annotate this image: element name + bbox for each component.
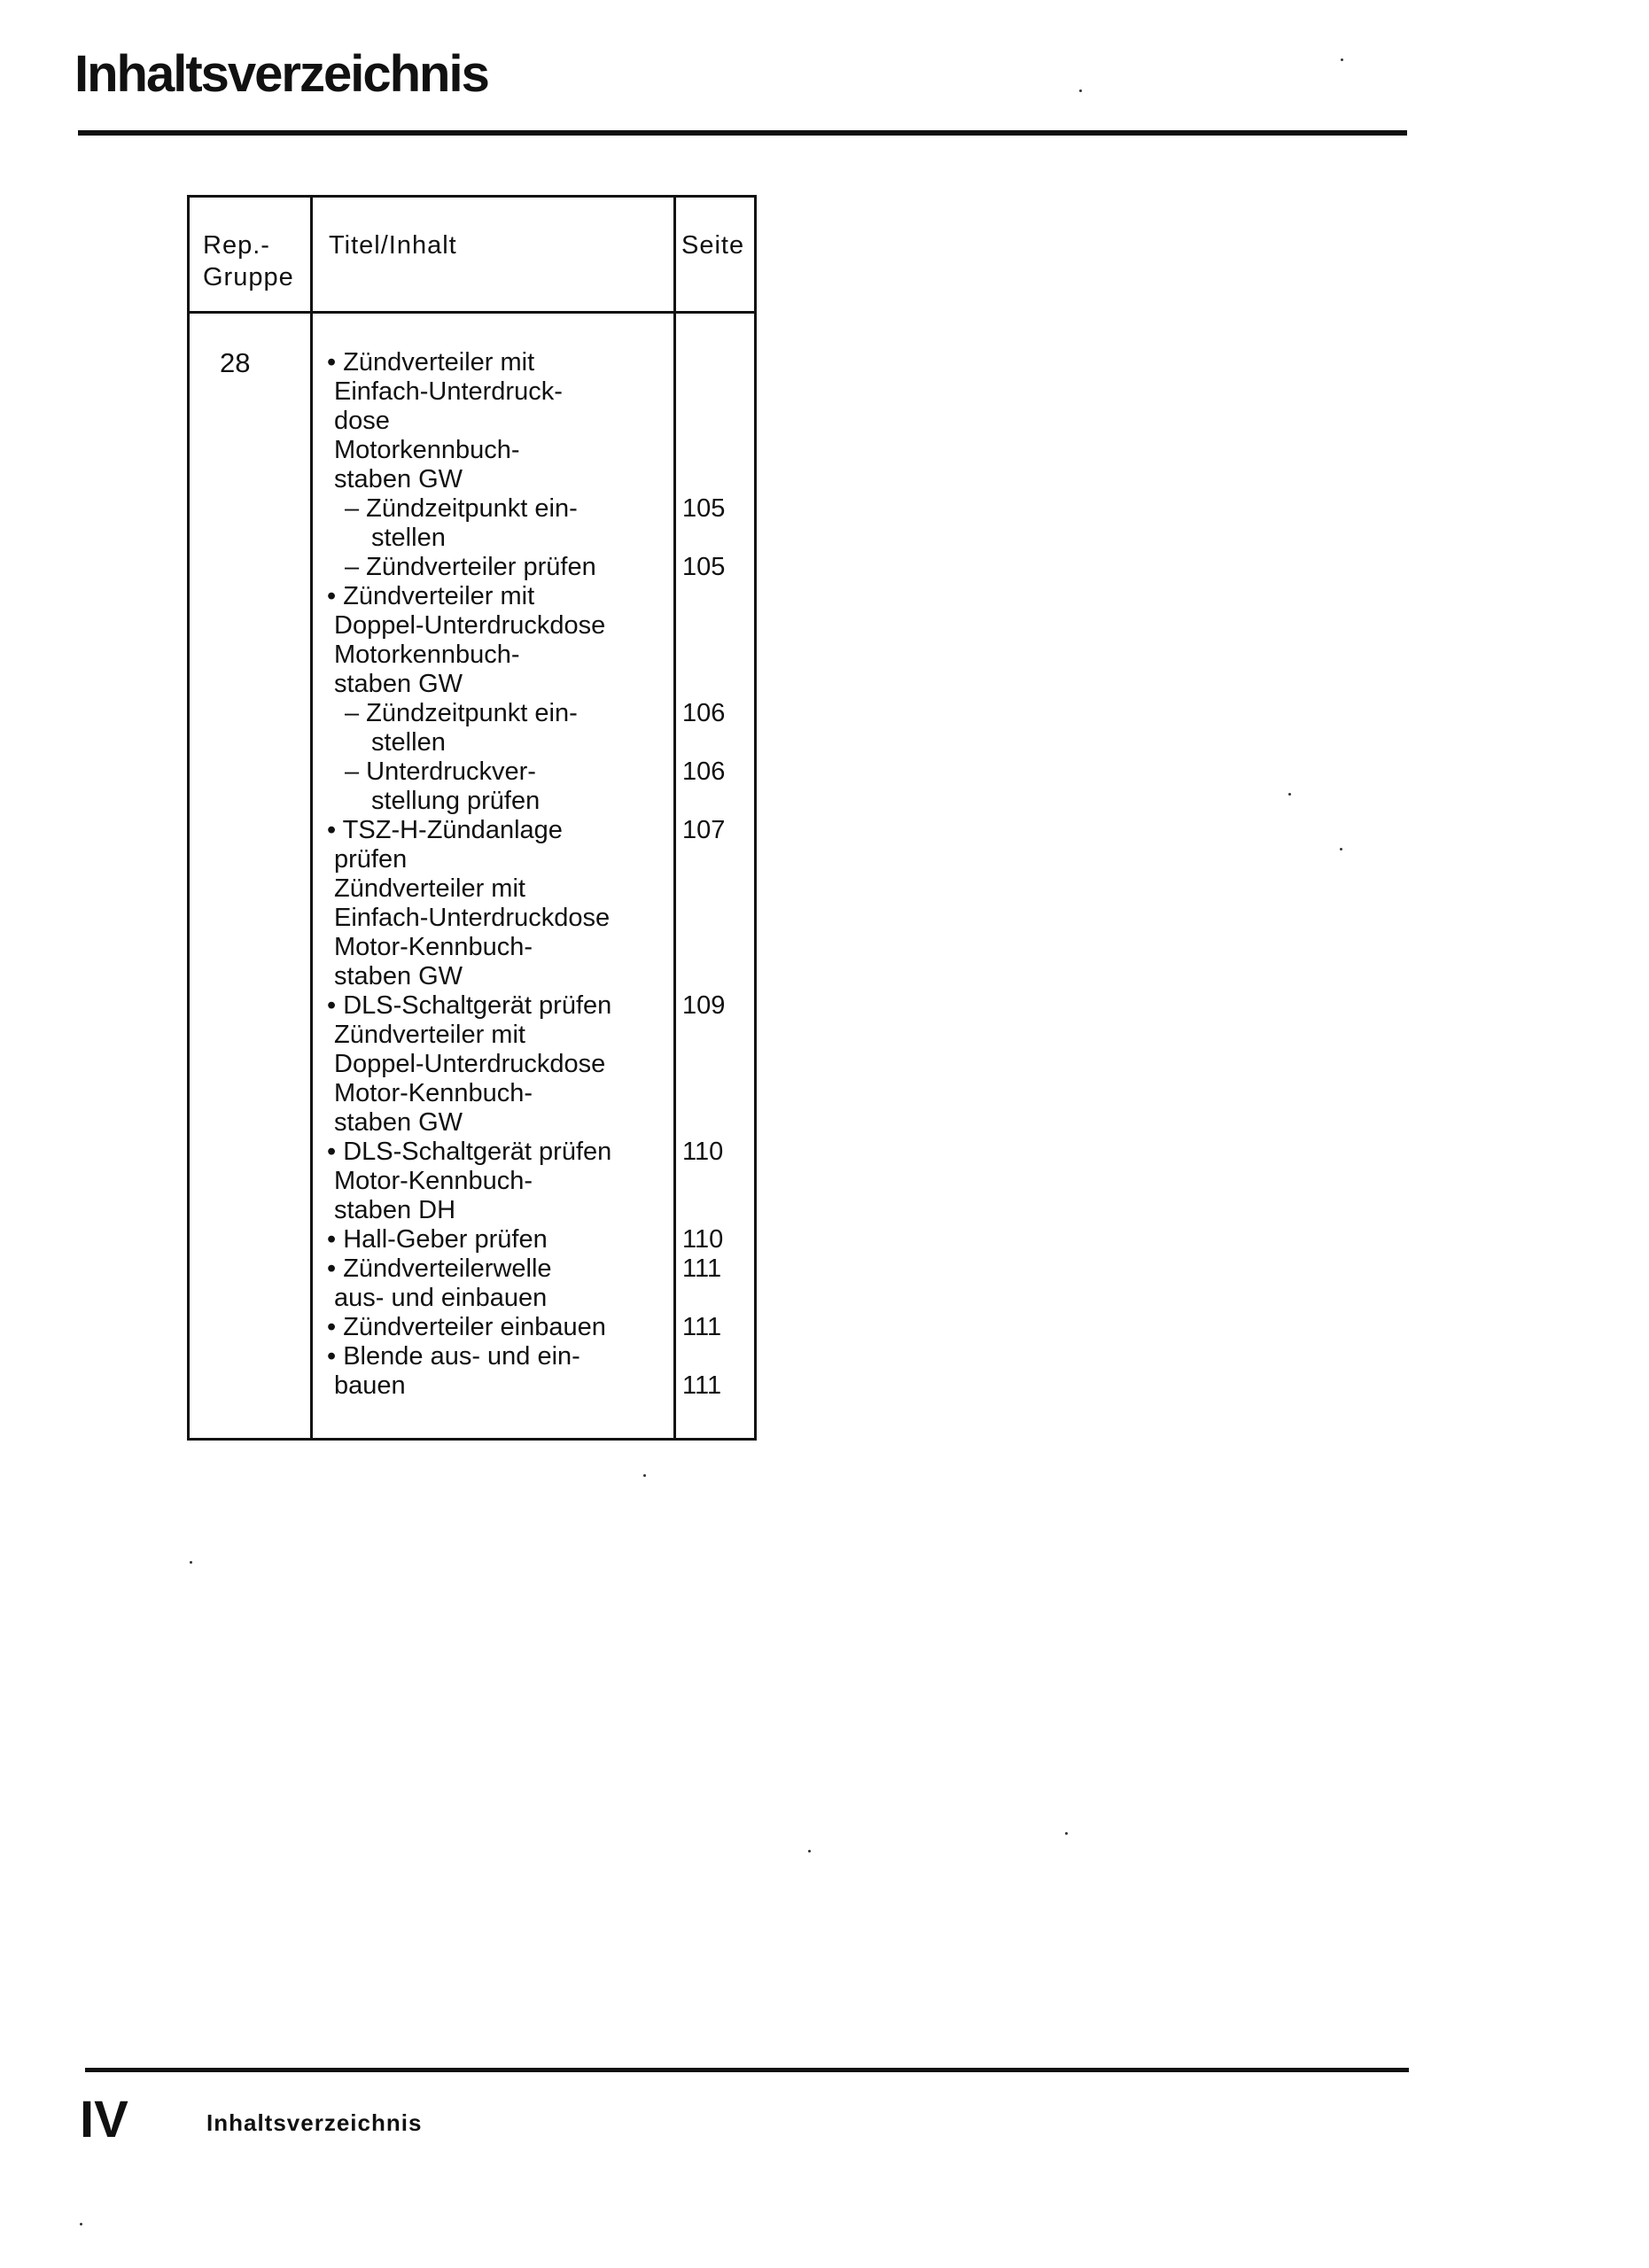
toc-entry-text: Motor-Kennbuch- — [334, 933, 533, 961]
toc-entry-text: Motor-Kennbuch- — [334, 1079, 533, 1107]
toc-entry-text: Einfach-Unterdruckdose — [334, 904, 611, 932]
scan-speck — [1288, 793, 1291, 796]
toc-entry-page: 107 — [682, 816, 726, 844]
toc-entry-page: 106 — [682, 699, 726, 727]
page-title: Inhaltsverzeichnis — [74, 45, 488, 103]
title-rule — [78, 130, 1407, 136]
repair-group-number: 28 — [220, 347, 251, 378]
toc-entry — [327, 757, 752, 787]
toc-entry-text: • Zündverteiler mit — [327, 582, 535, 610]
footer-page-number: IV — [80, 2091, 128, 2148]
toc-entry-text: Doppel-Unterdruckdose — [334, 611, 606, 640]
scan-speck — [1065, 1832, 1068, 1835]
toc-entry-text: staben GW — [334, 670, 463, 698]
toc-entry — [327, 494, 752, 524]
toc-entry-text: Motor-Kennbuch- — [334, 1167, 533, 1195]
toc-entry — [327, 407, 752, 436]
toc-entry — [327, 1225, 752, 1254]
toc-entry — [327, 1371, 752, 1401]
toc-entry-page: 111 — [682, 1371, 722, 1400]
toc-entry-text: – Zündzeitpunkt ein- — [345, 494, 578, 523]
toc-entry — [327, 641, 752, 670]
toc-entry-text: Zündverteiler mit — [334, 874, 525, 903]
toc-entry — [327, 465, 752, 494]
toc-entry-page: 106 — [682, 757, 726, 786]
header-rep-gruppe: Rep.- Gruppe — [203, 231, 294, 291]
footer-rule — [85, 2068, 1409, 2072]
toc-entry — [327, 1108, 752, 1138]
toc-entry-text: • TSZ-H-Zündanlage — [327, 816, 563, 844]
scan-speck — [1079, 89, 1082, 92]
scan-speck — [808, 1850, 811, 1852]
toc-entry — [327, 670, 752, 699]
toc-entry — [327, 1050, 752, 1079]
toc-entry-text: • Zündverteilerwelle — [327, 1254, 552, 1283]
toc-entry-text: staben GW — [334, 465, 463, 493]
column-divider-group-title — [310, 198, 313, 1438]
toc-entry — [327, 816, 752, 845]
toc-entry-page: 111 — [682, 1254, 722, 1283]
scan-speck — [1340, 848, 1342, 850]
toc-entry-text: – Unterdruckver- — [345, 757, 536, 786]
toc-entry — [327, 991, 752, 1021]
scan-speck — [1341, 58, 1343, 61]
toc-entry-text: Motorkennbuch- — [334, 436, 520, 464]
toc-entry-text: • DLS-Schaltgerät prüfen — [327, 1138, 612, 1166]
toc-entry — [327, 1313, 752, 1342]
toc-entry — [327, 611, 752, 641]
toc-entry — [327, 524, 752, 553]
toc-entry-page: 110 — [682, 1225, 724, 1254]
toc-entry-text: • Blende aus- und ein- — [327, 1342, 580, 1371]
toc-entry — [327, 728, 752, 757]
toc-entry — [327, 1342, 752, 1371]
toc-entry-text: Zündverteiler mit — [334, 1021, 525, 1049]
toc-entry-list — [327, 348, 752, 1401]
toc-entry-text: • Zündverteiler mit — [327, 348, 535, 377]
header-divider — [190, 311, 754, 314]
toc-entry-text: dose — [334, 407, 390, 435]
toc-entry-text: • Zündverteiler einbauen — [327, 1313, 606, 1341]
toc-entry — [327, 1284, 752, 1313]
toc-entry — [327, 1138, 752, 1167]
toc-entry-text: • DLS-Schaltgerät prüfen — [327, 991, 612, 1020]
toc-entry-page: 105 — [682, 494, 726, 523]
toc-entry — [327, 845, 752, 874]
toc-entry-text: Doppel-Unterdruckdose — [334, 1050, 606, 1078]
toc-entry-text: – Zündzeitpunkt ein- — [345, 699, 578, 727]
toc-entry-page: 109 — [682, 991, 726, 1020]
toc-entry-text: • Hall-Geber prüfen — [327, 1225, 548, 1254]
toc-entry — [327, 1254, 752, 1284]
toc-entry-text: stellung prüfen — [371, 787, 541, 815]
footer-label: Inhaltsverzeichnis — [206, 2109, 423, 2136]
toc-entry-text: bauen — [334, 1371, 406, 1400]
toc-entry-page: 111 — [682, 1313, 722, 1341]
toc-entry — [327, 1079, 752, 1108]
toc-entry-text: staben GW — [334, 1108, 463, 1137]
toc-entry-text: stellen — [371, 728, 446, 757]
toc-entry-text: Motorkennbuch- — [334, 641, 520, 669]
toc-entry-text: – Zündverteiler prüfen — [345, 553, 596, 581]
toc-entry — [327, 436, 752, 465]
toc-entry — [327, 699, 752, 728]
toc-entry-text: staben GW — [334, 962, 463, 990]
toc-entry-page: 105 — [682, 553, 726, 581]
toc-entry — [327, 1167, 752, 1196]
toc-entry — [327, 348, 752, 377]
scan-speck — [80, 2223, 82, 2225]
toc-entry — [327, 553, 752, 582]
table-of-contents-frame — [187, 195, 757, 1441]
toc-entry — [327, 377, 752, 407]
toc-entry — [327, 874, 752, 904]
header-titel-inhalt: Titel/Inhalt — [329, 231, 457, 260]
scan-speck — [190, 1561, 192, 1564]
toc-entry-text: Einfach-Unterdruck- — [334, 377, 563, 406]
toc-entry — [327, 582, 752, 611]
toc-entry — [327, 962, 752, 991]
toc-entry — [327, 787, 752, 816]
toc-entry — [327, 904, 752, 933]
toc-entry — [327, 1196, 752, 1225]
toc-entry-text: prüfen — [334, 845, 408, 874]
toc-entry — [327, 1021, 752, 1050]
toc-entry — [327, 933, 752, 962]
toc-entry-text: aus- und einbauen — [334, 1284, 548, 1312]
header-seite: Seite — [681, 231, 745, 260]
toc-entry-text: staben DH — [334, 1196, 456, 1224]
toc-entry-text: stellen — [371, 524, 446, 552]
toc-entry-page: 110 — [682, 1138, 724, 1166]
scan-speck — [643, 1474, 646, 1477]
